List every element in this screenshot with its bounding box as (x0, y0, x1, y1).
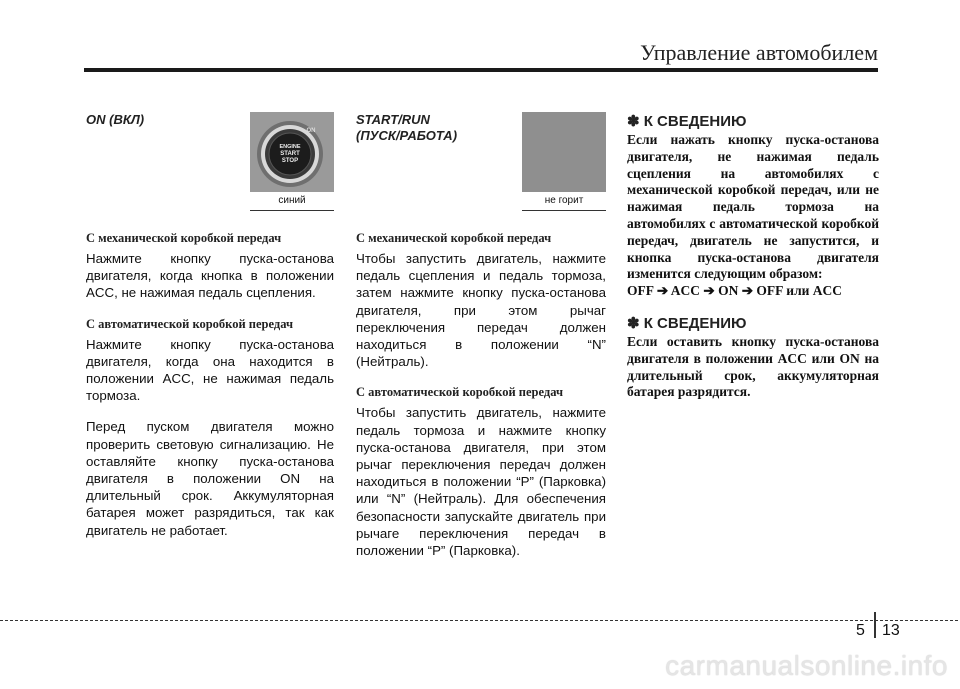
engine-button-image (250, 112, 334, 192)
button-image-placeholder (522, 112, 606, 192)
note-text-1: Если нажать кнопку пуска-останова двигателя, не нажимая педаль сцепления на автомобилях с механической коробкой передач, или не нажимая педаль тормоза на автомобилях с автоматической коробкой передач, двигатель не запустится, и кнопка пуска-останова двигателя изменится следующим образом: (627, 132, 879, 282)
button-text-start: START (280, 151, 300, 157)
figure-caption-blue: синий (250, 192, 334, 211)
heading-line-1: START/RUN (356, 112, 430, 127)
subheading-manual: С механической коробкой передач (86, 231, 282, 245)
figure-button-blue (250, 112, 334, 210)
watermark: carmanualsonline.info (665, 650, 948, 681)
button-text-engine: ENGINE (279, 144, 301, 150)
paragraph-automatic-start: Чтобы запустить двигатель, нажмите педаль тормоза и нажмите кнопку пуска-останова двигателя, при этом рычаг переключения передач должен находиться в положении “P” (Парковка) или “N” (Нейтраль). Для обеспечения безопасности запускайте двигатель при рычаге переключения передач в положении “P” (Парковка). (356, 405, 606, 559)
footer-divider (874, 612, 876, 638)
figure-caption-off: не горит (522, 192, 606, 211)
figure-button-off (522, 112, 606, 210)
note-text-2: Если оставить кнопку пуска-останова двигателя в положении ACC или ON на длительный срок, аккумуляторная батарея разрядится. (627, 333, 879, 400)
button-text-stop: STOP (281, 158, 299, 164)
button-mark-on: ON (306, 128, 316, 134)
subheading-automatic: С автоматической коробкой передач (86, 316, 294, 331)
paragraph-automatic-on: Нажмите кнопку пуска-останова двигателя, когда она находится в положении ACC, не нажимая педаль тормоза. (86, 336, 334, 404)
subheading-automatic: С автоматической коробкой передач (356, 385, 564, 400)
page-header-title: Управление автомобилем (640, 40, 878, 65)
column-notes (627, 112, 879, 401)
section-heading-on: ON (ВКЛ) (86, 112, 145, 127)
section-number: 5 (856, 622, 865, 639)
footer-dashed-line (0, 620, 958, 621)
page-number: 13 (882, 622, 900, 639)
note-heading-2: ✽ К СВЕДЕНИЮ (627, 314, 747, 332)
note-sequence: OFF ➔ ACC ➔ ON ➔ OFF или ACC (627, 283, 843, 299)
paragraph-manual-start: Чтобы запустить двигатель, нажмите педаль сцепления и педаль тормоза, затем нажмите кнопку пуска-останова двигателя, при этом рычаг переключения передач должен находиться в положении “N” (Нейтраль). (356, 251, 606, 370)
subheading-manual: С механической коробкой передач (356, 231, 552, 245)
note-heading-1: ✽ К СВЕДЕНИЮ (627, 113, 747, 130)
header-rule (84, 68, 878, 72)
heading-line-2: (ПУСК/РАБОТА) (356, 128, 458, 143)
column-on (86, 112, 334, 539)
column-start-run (356, 112, 606, 559)
paragraph-warning-lights: Перед пуском двигателя можно проверить световую сигнализацию. Не оставляйте кнопку пуска-останова двигателя в положении ON на длительный срок. Аккумуляторная батарея может разрядиться, так как двигатель не работает. (86, 419, 334, 538)
paragraph-manual-on: Нажмите кнопку пуска-останова двигателя, когда кнопка в положении ACC, не нажимая педаль сцепления. (86, 251, 334, 301)
